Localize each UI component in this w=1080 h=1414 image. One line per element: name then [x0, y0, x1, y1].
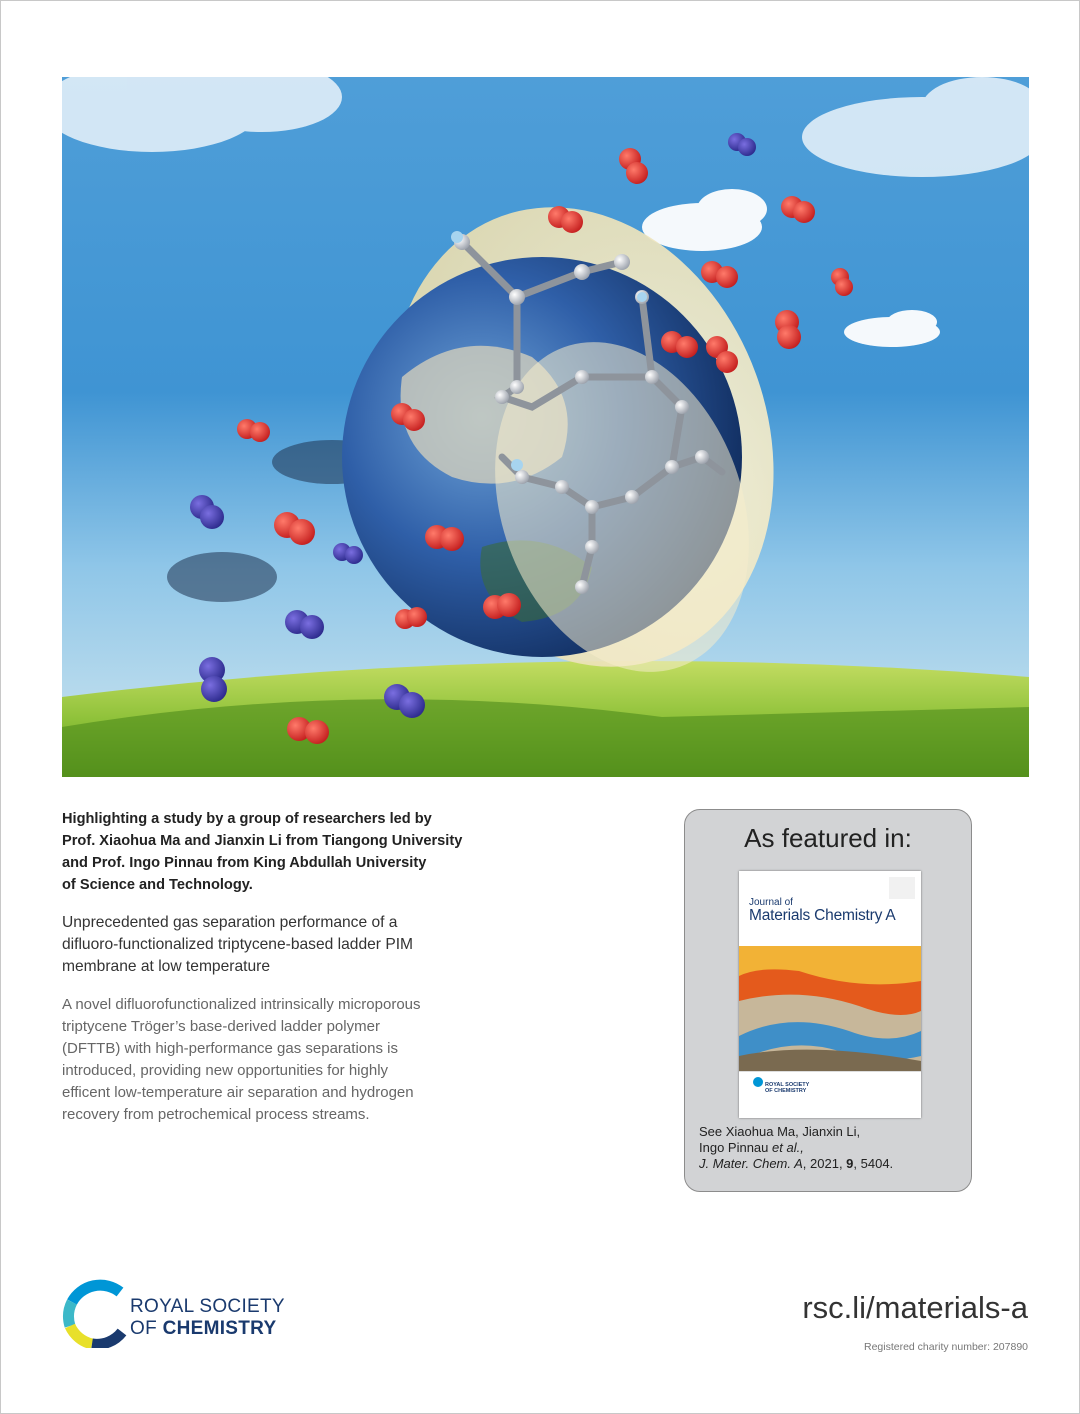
abstract-line: triptycene Tröger’s base-derived ladder polymer: [62, 1018, 380, 1035]
citation-pages: , 5404.: [853, 1156, 894, 1171]
highlight-line: of Science and Technology.: [62, 877, 253, 893]
article-title: [62, 912, 542, 978]
abstract-line: introduced, providing new opportunities for highly: [62, 1062, 389, 1079]
rsc-logo-icon: [62, 1278, 132, 1348]
highlight-line: Prof. Xiaohua Ma and Jianxin Li from Tiangong University: [62, 833, 463, 849]
journal-cover-thumbnail[interactable]: [739, 871, 921, 1118]
rsc-wordmark-of: OF: [130, 1318, 163, 1339]
abstract-line: efficent low-temperature air separation and hydrogen: [62, 1084, 414, 1101]
journal-url-link[interactable]: rsc.li/materials-a: [802, 1290, 1028, 1325]
citation-year: , 2021,: [802, 1156, 847, 1171]
abstract-line: recovery from petrochemical process streams.: [62, 1106, 370, 1123]
citation-reference[interactable]: [699, 1156, 893, 1172]
citation-et-al: et al.,: [772, 1140, 804, 1155]
cover-logo-line: OF CHEMISTRY: [765, 1088, 807, 1094]
cover-logo-line: ROYAL SOCIETY: [765, 1082, 810, 1088]
featured-in-box: [684, 809, 972, 1192]
citation-journal: J. Mater. Chem. A: [699, 1156, 803, 1171]
abstract-line: A novel difluorofunctionalized intrinsically microporous: [62, 996, 421, 1013]
rsc-wordmark: [130, 1296, 285, 1340]
citation-author: Ingo Pinnau: [699, 1140, 773, 1155]
cover-journal-name: Materials Chemistry A: [749, 907, 896, 924]
abstract-line: (DFTTB) with high-performance gas separations is: [62, 1040, 398, 1057]
rsc-wordmark-line: ROYAL SOCIETY: [130, 1296, 285, 1317]
citation: [699, 1124, 893, 1172]
hero-illustration: [62, 77, 1029, 777]
cover-publisher-logo: [765, 1082, 809, 1094]
article-abstract: [62, 994, 542, 1126]
citation-authors-line-2: [699, 1140, 893, 1156]
title-line: difluoro-functionalized triptycene-based ladder PIM: [62, 936, 414, 953]
cover-journal-of: Journal of: [749, 897, 793, 908]
featured-title: As featured in:: [744, 823, 912, 853]
highlight-line: and Prof. Ingo Pinnau from King Abdullah University: [62, 855, 427, 871]
citation-authors-line: See Xiaohua Ma, Jianxin Li,: [699, 1124, 861, 1139]
highlight-line: Highlighting a study by a group of researchers led by: [62, 811, 432, 827]
rsc-wordmark-line-2: [130, 1318, 285, 1340]
charity-number: Registered charity number: 207890: [863, 1341, 1028, 1353]
title-line: Unprecedented gas separation performance of a: [62, 914, 398, 931]
article-summary: [62, 808, 542, 1126]
citation-volume: 9: [846, 1156, 854, 1171]
highlight-paragraph: [62, 808, 542, 896]
title-line: membrane at low temperature: [62, 958, 271, 975]
rsc-wordmark-chemistry: CHEMISTRY: [162, 1318, 277, 1339]
